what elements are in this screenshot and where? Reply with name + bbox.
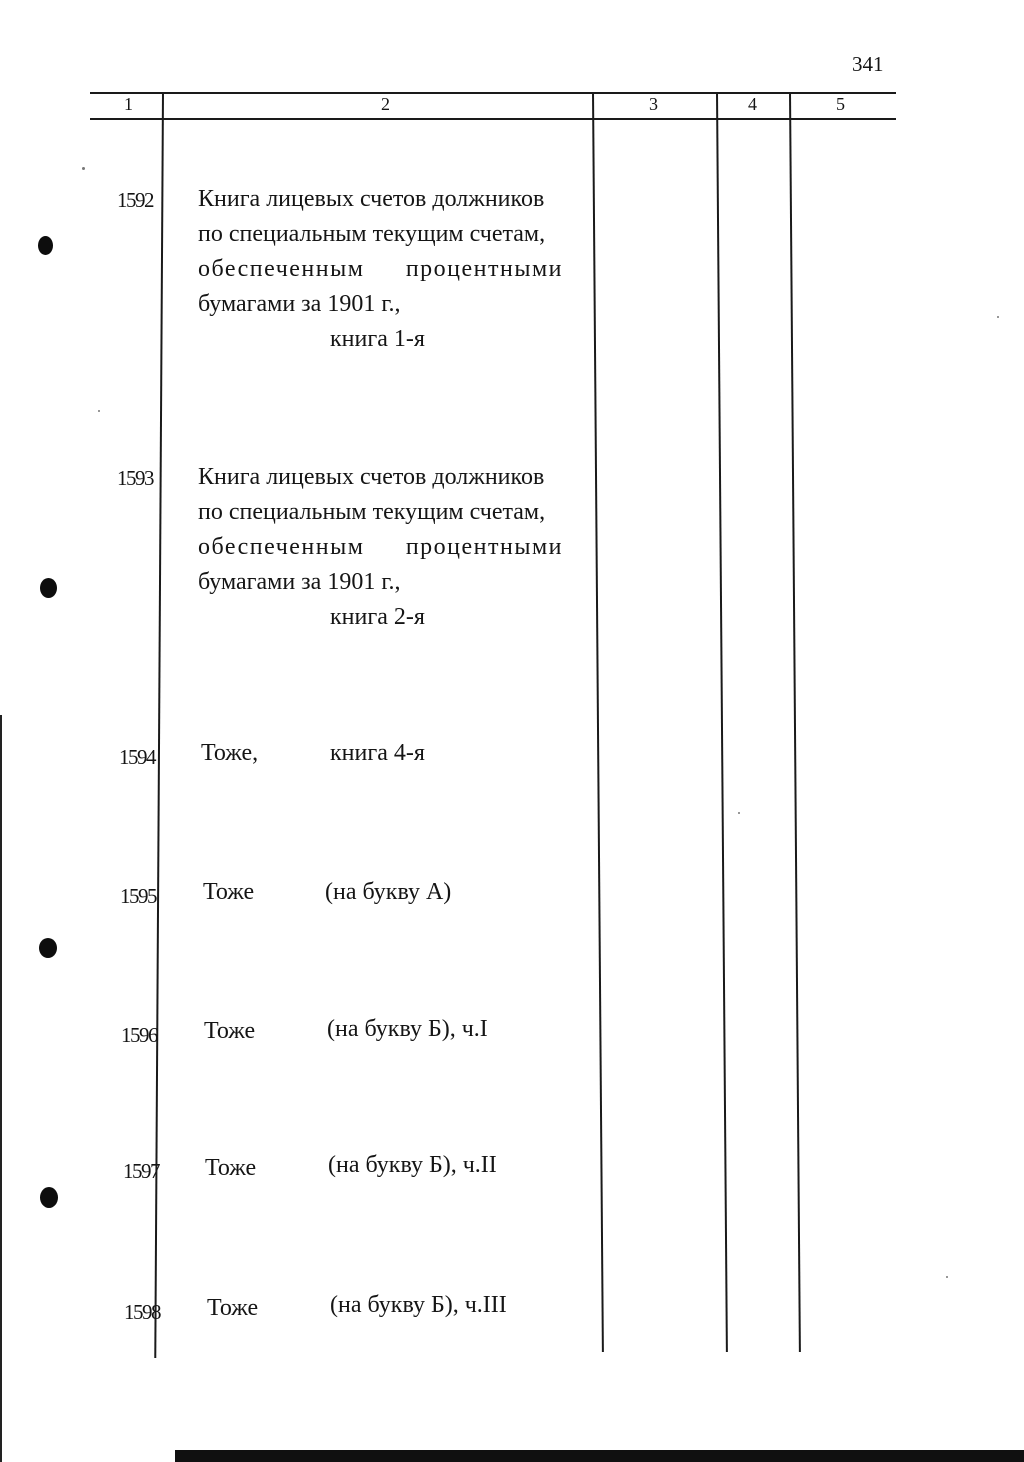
- description-word: обеспеченным: [198, 256, 365, 282]
- description-line: Книга лицевых счетов должников: [198, 186, 545, 212]
- description-line: бумагами за 1901 г.,: [198, 291, 401, 317]
- row-number: 1593: [117, 466, 153, 490]
- description-word: процентными: [405, 534, 563, 560]
- scan-speck: [98, 410, 100, 412]
- binder-hole: [38, 236, 53, 255]
- binder-hole: [40, 1187, 58, 1208]
- scan-speck: [738, 812, 740, 814]
- binder-hole: [39, 938, 57, 958]
- scan-left-edge: [0, 715, 2, 1462]
- column-header-3: 3: [649, 94, 658, 114]
- row-description-detail: (на букву Б), ч.II: [328, 1152, 497, 1178]
- row-description-ditto: Тоже: [205, 1155, 257, 1181]
- scan-bottom-band: [175, 1450, 1024, 1462]
- column-divider-3: [716, 92, 728, 1352]
- page-number: 341: [852, 52, 884, 76]
- row-number: 1594: [119, 745, 155, 769]
- row-number: 1598: [124, 1300, 160, 1324]
- row-description-ditto: Тоже: [207, 1295, 259, 1321]
- column-header-4: 4: [748, 94, 757, 114]
- header-bottom-rule: [90, 118, 896, 120]
- scan-speck: [82, 167, 85, 170]
- description-volume: книга 2-я: [330, 604, 425, 630]
- scan-speck: [997, 316, 999, 318]
- description-line: бумагами за 1901 г.,: [198, 569, 401, 595]
- description-word: процентными: [405, 256, 563, 282]
- description-volume: книга 1-я: [330, 326, 425, 352]
- description-line: Книга лицевых счетов должников: [198, 464, 545, 490]
- column-header-2: 2: [381, 94, 390, 114]
- row-description-detail: (на букву Б), ч.III: [330, 1292, 507, 1318]
- description-line: по специальным текущим счетам,: [198, 499, 546, 525]
- row-description: [198, 182, 563, 357]
- row-number: 1595: [120, 884, 156, 908]
- row-description-detail: (на букву А): [325, 879, 452, 905]
- description-line: по специальным текущим счетам,: [198, 221, 546, 247]
- row-description-ditto: Тоже: [203, 879, 255, 905]
- description-line: [198, 252, 563, 287]
- description-line: [198, 530, 563, 565]
- row-description-ditto: Тоже: [204, 1018, 256, 1044]
- scan-speck: [946, 1276, 948, 1278]
- column-header-5: 5: [836, 94, 845, 114]
- row-description-detail: книга 4-я: [330, 740, 425, 766]
- row-description-ditto: Тоже,: [201, 740, 259, 766]
- row-number: 1592: [117, 188, 153, 212]
- binder-hole: [40, 578, 57, 598]
- row-description-detail: (на букву Б), ч.I: [327, 1016, 488, 1042]
- header-top-rule: [90, 92, 896, 94]
- row-number: 1597: [123, 1159, 159, 1183]
- row-number: 1596: [121, 1023, 157, 1047]
- description-word: обеспеченным: [198, 534, 365, 560]
- column-header-1: 1: [124, 94, 133, 114]
- column-divider-4: [789, 92, 801, 1352]
- row-description: [198, 460, 563, 635]
- column-divider-2: [592, 92, 604, 1352]
